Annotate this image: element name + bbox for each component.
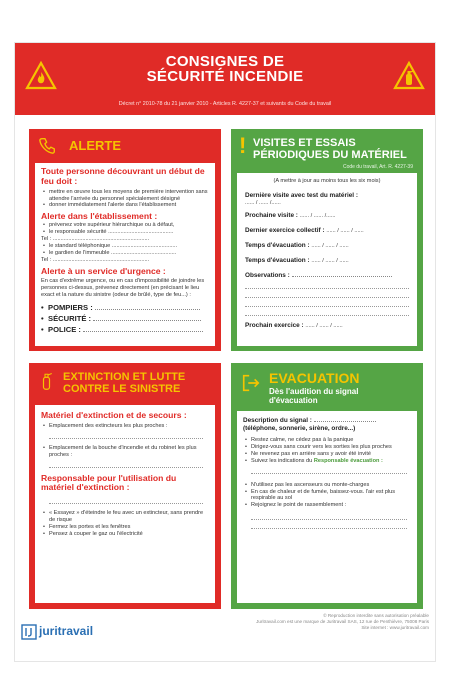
list-item: • Restez calme, ne cédez pas à la panique xyxy=(243,437,411,444)
list-item: • Emplacement de la bouche d'incendie et du robinet les plus proches : xyxy=(41,445,209,459)
extinction-content xyxy=(35,405,215,603)
alerte-panel xyxy=(29,129,221,351)
pompiers-line: • POMPIERS : xyxy=(41,302,209,313)
exit-arrow-icon xyxy=(241,373,261,393)
fill-line xyxy=(251,511,407,520)
extinguisher-icon xyxy=(39,371,54,391)
page-title: CONSIGNES DE SÉCURITÉ INCENDIE xyxy=(146,53,304,85)
list-item: • Rejoignez le point de rassemblement : xyxy=(243,502,411,509)
phone-line: Tel : .............................................................. xyxy=(41,256,150,263)
evacuation-title: EVACUATION xyxy=(269,370,360,386)
observations-line xyxy=(245,289,409,298)
alerte-heading-1: Toute personne découvrant un début de feu doit : xyxy=(41,166,205,186)
field-row: Prochaine visite : ...... / ...... /...... xyxy=(245,211,336,219)
extinction-panel xyxy=(29,363,221,609)
list-item: • « Essayez » d'éteindre le feu avec un extincteur, sans prendre de risque xyxy=(41,510,209,524)
list-item: • Emplacement des extincteurs les plus proches : xyxy=(41,423,209,430)
next-exercise: Prochain exercice : ...... / ...... / ...... xyxy=(245,321,343,329)
list-item: • Suivez les indications du Responsable évacuation : xyxy=(243,458,411,465)
emergency-text: En cas d'extrême urgence, ou en cas d'impossibilité de joindre les personnes ci-dessus, prévenez directement (en précisant le lieu exact et la nature du sinistre (odeur de brûlé, type de feu...) : xyxy=(41,278,205,299)
alerte-heading-3: Alerte à un service d'urgence : xyxy=(41,265,166,276)
field-row: Temps d'évacuation : ...... / ...... / ...... xyxy=(245,256,349,264)
fill-line xyxy=(49,459,203,468)
evacuation-panel xyxy=(231,363,423,609)
footer-info: © Reproduction interdite sans autorisation préalable Juritravail.com est une marque de Juritravail SAS, 12 rue de Penthièvre, 75008 Paris Site internet : www.juritravail.com xyxy=(256,613,429,630)
observations-line xyxy=(245,307,409,316)
list-item: • En cas de chaleur et de fumée, baissez-vous. l'air est plus respirable au sol xyxy=(243,489,411,503)
alerte-heading-2: Alerte dans l'établissement : xyxy=(41,211,158,222)
list-item: • le responsable sécurité .......................................... xyxy=(41,229,209,236)
visites-content xyxy=(237,173,417,346)
fire-warning-icon xyxy=(25,61,57,91)
extinction-heading-2: Responsable pour l'utilisation du matériel d'extinction : xyxy=(41,472,177,493)
observations-line xyxy=(245,298,409,307)
field-row: Temps d'évacuation : ...... / ...... / ...... xyxy=(245,241,349,249)
logo-text: juritravail xyxy=(39,624,94,638)
update-note: (A mettre à jour au moins tous les six mois) xyxy=(273,178,381,184)
exclamation-icon: ! xyxy=(239,133,247,158)
extinction-heading-1: Matériel d'extinction et de secours : xyxy=(41,410,187,420)
alerte-title: ALERTE xyxy=(69,138,121,153)
police-line: • POLICE : xyxy=(41,324,209,335)
list-item: • prévenez votre supérieur hiérarchique ou à défaut, xyxy=(41,222,209,229)
securite-line: • SÉCURITÉ : xyxy=(41,313,209,324)
list-item: • mettre en œuvre tous les moyens de première intervention sans attendre l'arrivée du personnel spécialement désigné xyxy=(41,189,209,203)
phone-icon xyxy=(39,137,56,154)
evacuation-content xyxy=(237,411,417,603)
field-row: Dernier exercice collectif : ...... / ...... / ...... xyxy=(245,226,364,234)
visites-panel xyxy=(231,129,423,351)
alerte-content xyxy=(35,163,215,346)
fill-line xyxy=(251,520,407,529)
decree-reference: Décret n° 2010-78 du 21 janvier 2010 - Articles R. 4227-37 et suivants du Code du travail xyxy=(118,101,332,107)
observations-line xyxy=(245,280,409,289)
observations-label: Observations : xyxy=(245,272,409,280)
fill-line xyxy=(49,430,203,439)
list-item: • donner immédiatement l'alerte dans l'établissement xyxy=(41,202,209,209)
list-item: • Dirigez-vous sans courir vers les sorties les plus proches xyxy=(243,444,411,451)
field-value: ...... / ...... /...... xyxy=(245,199,281,206)
code-reference: Code du travail, Art. R. 4227-39 xyxy=(342,164,413,170)
poster-header xyxy=(15,43,435,115)
signal-types: (téléphone, sonnerie, sirène, ordre...) xyxy=(243,425,356,432)
list-item: • Ne revenez pas en arrière sans y avoir été invité xyxy=(243,451,411,458)
visites-title: VISITES ET ESSAIS PÉRIODIQUES DU MATÉRIEL xyxy=(253,137,407,161)
safety-poster xyxy=(14,42,436,662)
evacuation-subtitle: Dès l'audition du signal d'évacuation xyxy=(269,387,359,405)
extinguisher-warning-icon xyxy=(393,61,425,91)
list-item: • Pensez à couper le gaz ou l'électricité xyxy=(41,531,209,538)
extinction-title: EXTINCTION ET LUTTE CONTRE LE SINISTRE xyxy=(63,371,186,395)
phone-line: Tel : .............................................................. xyxy=(41,235,150,242)
list-item: • N'utilisez pas les ascenseurs ou monte-charges xyxy=(243,482,411,489)
list-item: • le standard téléphonique .......................................... xyxy=(41,243,209,250)
signal-description: Description du signal : xyxy=(243,417,411,425)
fill-line xyxy=(251,465,407,474)
fill-line xyxy=(49,495,203,504)
list-item: • Fermez les portes et les fenêtres xyxy=(41,524,209,531)
list-item: • le gardien de l'immeuble .......................................... xyxy=(41,250,209,257)
field-label: Dernière visite avec test du matériel : xyxy=(245,191,358,199)
